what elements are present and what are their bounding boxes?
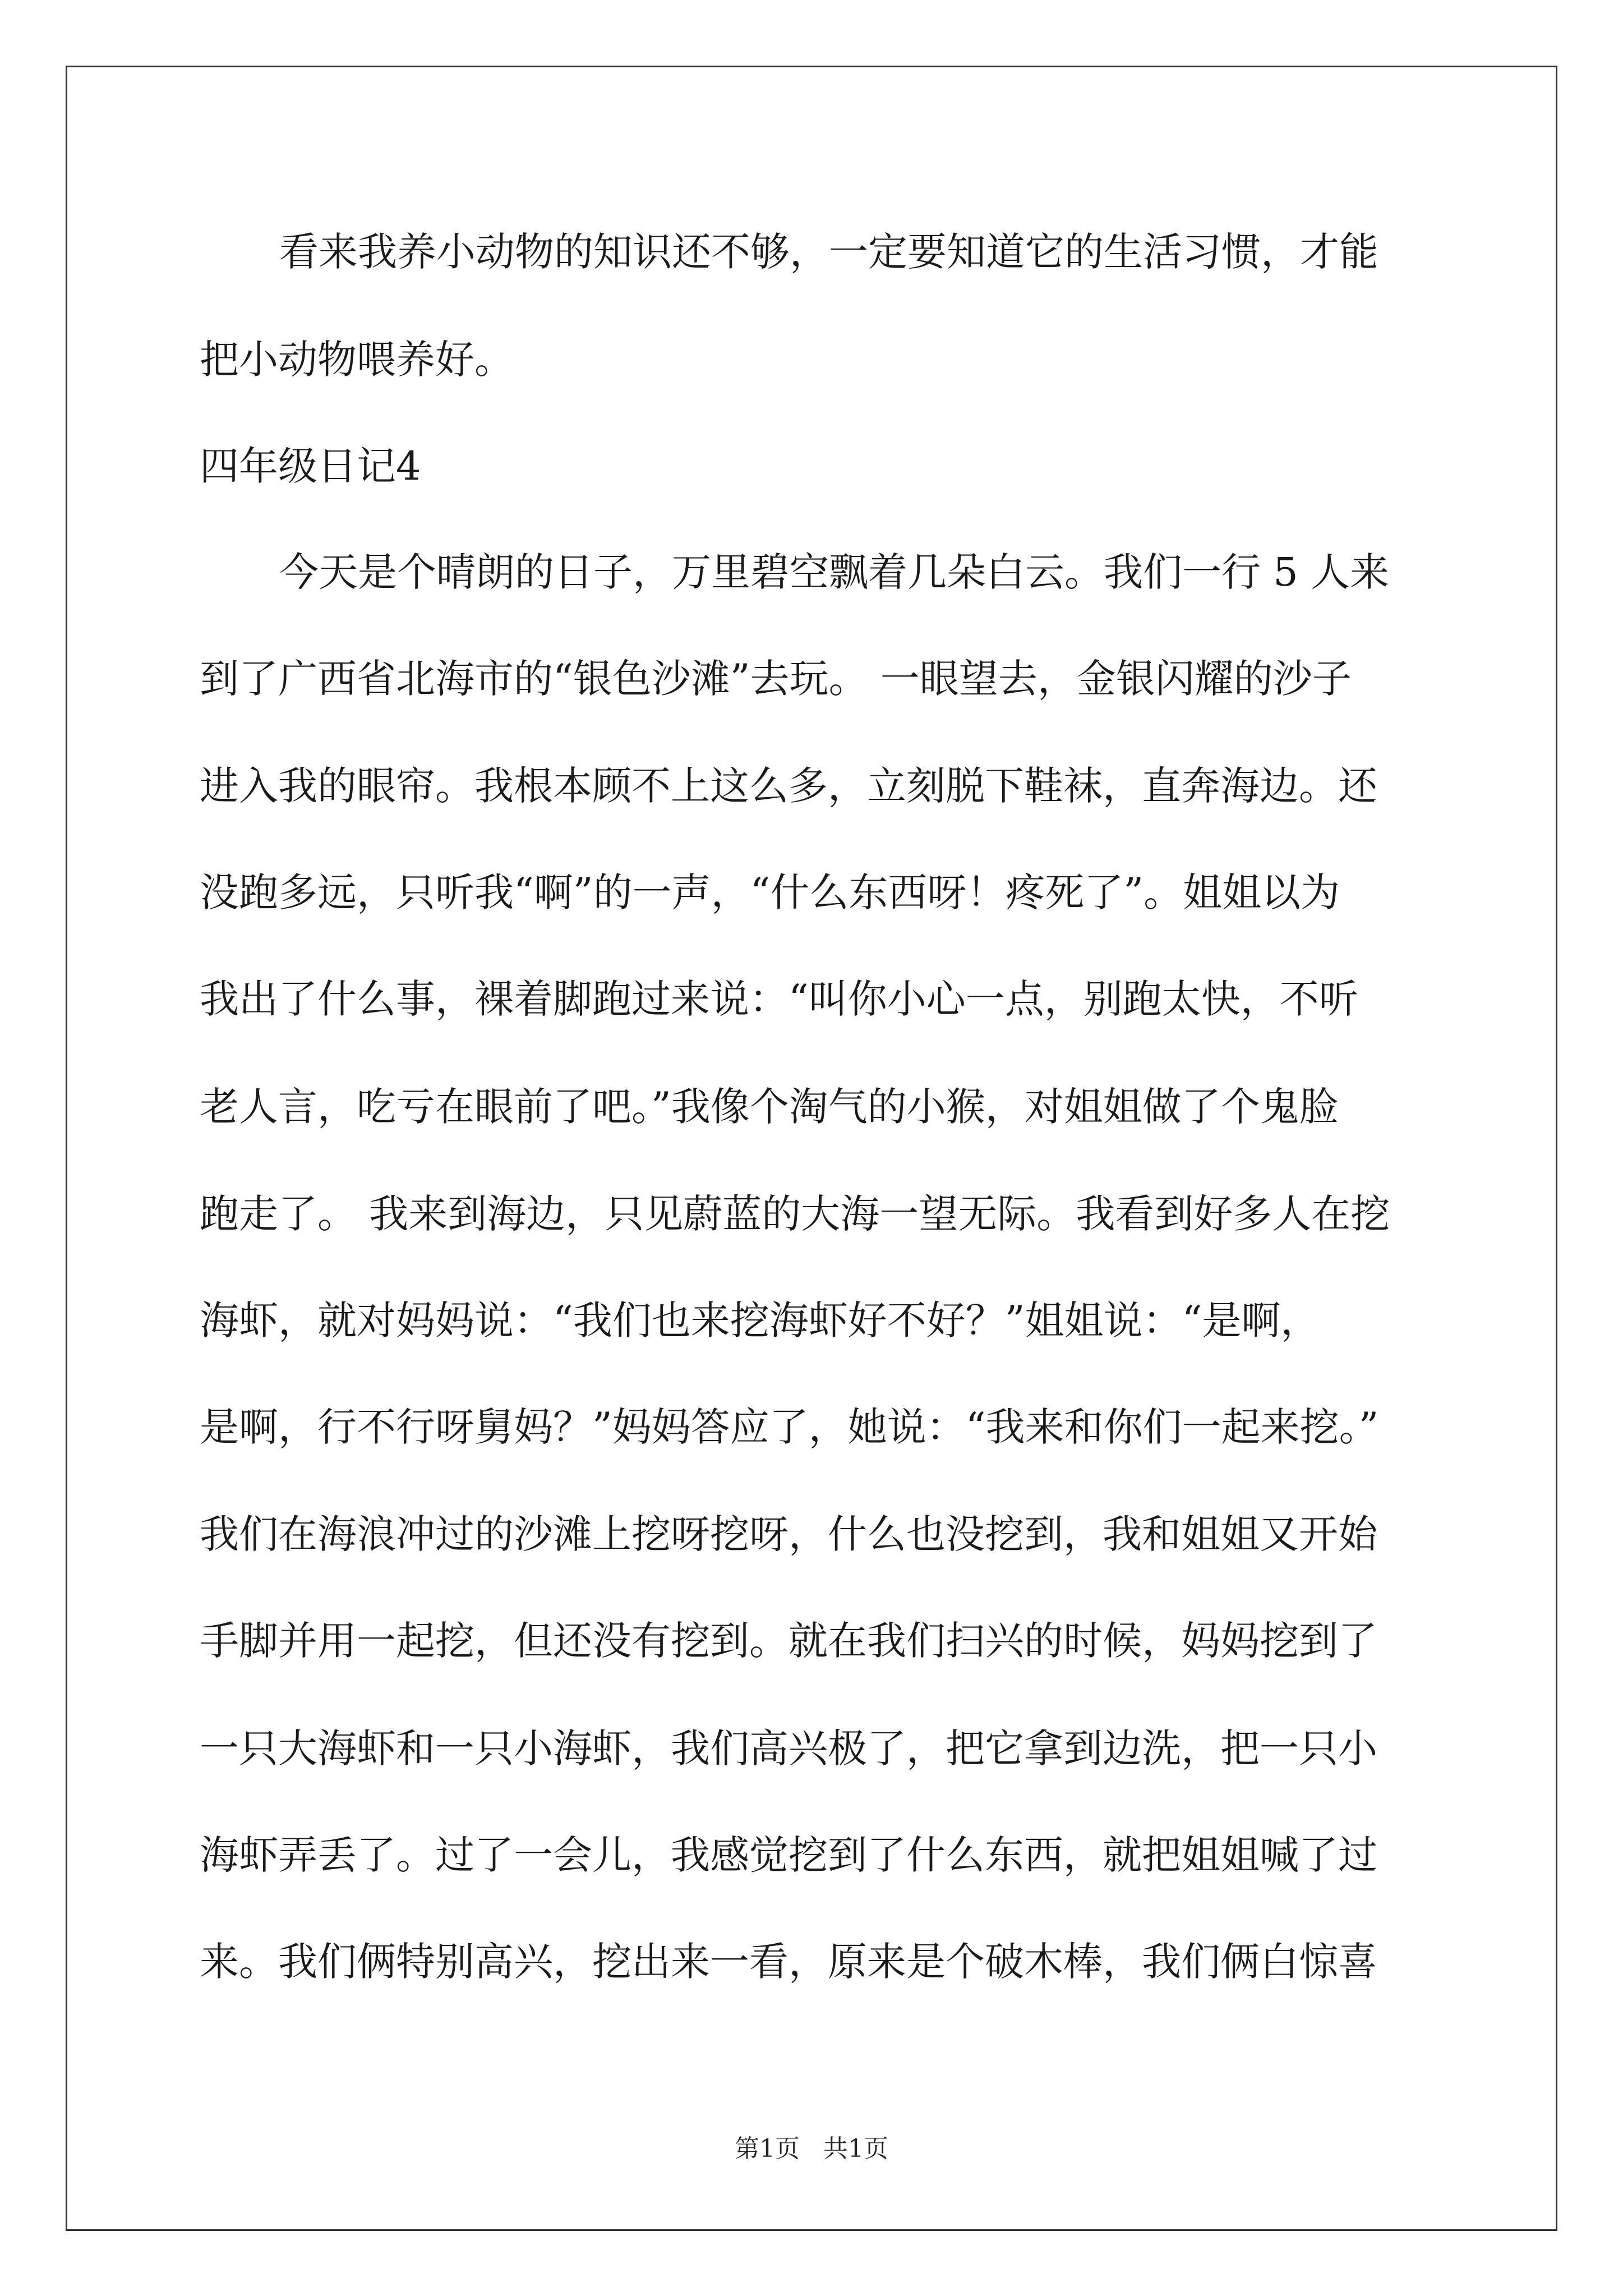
paragraph-2-line-5: 我出了什么事，裸着脚跑过来说：“叫你小心一点，别跑太快，不听 bbox=[200, 976, 1358, 1022]
paragraph-2-line-13: 海虾弄丢了。过了一会儿，我感觉挖到了什么东西，就把姐姐喊了过 bbox=[200, 1832, 1377, 1878]
paragraph-2-line-11: 手脚并用一起挖，但还没有挖到。就在我们扫兴的时候，妈妈挖到了 bbox=[200, 1618, 1377, 1664]
paragraph-2-line-8: 海虾，就对妈妈说：“我们也来挖海虾好不好？”姐姐说：“是啊， bbox=[200, 1297, 1320, 1343]
page-number-footer: 第1页 共1页 bbox=[735, 2134, 888, 2163]
paragraph-2-line-6: 老人言，吃亏在眼前了吧。”我像个淘气的小猴，对姐姐做了个鬼脸 bbox=[200, 1084, 1339, 1130]
paragraph-1-line-1: 看来我养小动物的知识还不够，一定要知道它的生活习惯，才能 bbox=[279, 229, 1378, 275]
page-border bbox=[66, 66, 1557, 2231]
paragraph-2-line-3: 进入我的眼帘。我根本顾不上这么多，立刻脱下鞋袜，直奔海边。还 bbox=[200, 763, 1377, 809]
paragraph-1-line-2: 把小动物喂养好。 bbox=[200, 337, 514, 383]
paragraph-2-line-2: 到了广西省北海市的“银色沙滩”去玩。 一眼望去，金银闪耀的沙子 bbox=[200, 656, 1352, 702]
section-heading: 四年级日记4 bbox=[200, 443, 421, 489]
paragraph-2-line-9: 是啊，行不行呀舅妈？”妈妈答应了，她说：“我来和你们一起来挖。” bbox=[200, 1404, 1379, 1450]
paragraph-2-line-10: 我们在海浪冲过的沙滩上挖呀挖呀，什么也没挖到，我和姐姐又开始 bbox=[200, 1511, 1377, 1557]
paragraph-2-line-4: 没跑多远，只听我“啊”的一声，“什么东西呀！疼死了”。姐姐以为 bbox=[200, 869, 1340, 915]
paragraph-2-line-1: 今天是个晴朗的日子，万里碧空飘着几朵白云。我们一行 5 人来 bbox=[279, 549, 1390, 595]
paragraph-2-line-7: 跑走了。 我来到海边，只见蔚蓝的大海一望无际。我看到好多人在挖 bbox=[200, 1191, 1390, 1237]
paragraph-2-line-14: 来。我们俩特别高兴，挖出来一看，原来是个破木棒，我们俩白惊喜 bbox=[200, 1939, 1377, 1985]
paragraph-2-line-12: 一只大海虾和一只小海虾，我们高兴极了，把它拿到边洗，把一只小 bbox=[200, 1726, 1377, 1772]
